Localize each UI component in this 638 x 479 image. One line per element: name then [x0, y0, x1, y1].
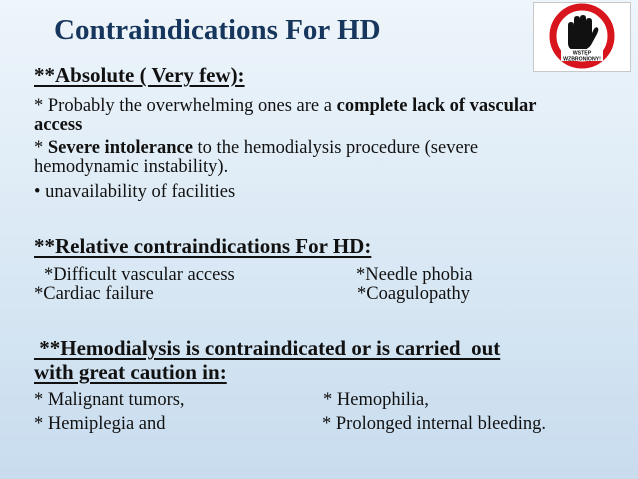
caution-heading-line-1: **Hemodialysis is contraindicated or is carried out [34, 336, 501, 360]
relative-item-vascular: *Difficult vascular access [44, 265, 235, 285]
absolute-item-1-bold: complete lack of vascular [336, 96, 537, 116]
absolute-item-2-bold: Severe intolerance [47, 138, 193, 158]
relative-item-needle: *Needle phobia [356, 265, 473, 285]
absolute-item-2-rest: to the hemodialysis procedure (severe [192, 138, 479, 158]
svg-text:WZBRONIONY!: WZBRONIONY! [563, 56, 601, 63]
caution-heading-line-2: with great caution in: [34, 360, 227, 384]
slide-title: Contraindications For HD [54, 14, 381, 46]
absolute-item-3: • unavailability of facilities [34, 182, 236, 202]
relative-heading: **Relative contraindications For HD: [34, 234, 372, 258]
absolute-item-2 [34, 138, 478, 158]
caution-item-bleeding: * Prolonged internal bleeding. [322, 414, 547, 434]
absolute-item-1-text: * Probably the overwhelming ones are a [34, 96, 332, 116]
svg-text:WSTĘP: WSTĘP [572, 50, 592, 57]
caution-item-hemophilia: * Hemophilia, [323, 390, 429, 410]
absolute-item-1-continued: access [34, 115, 83, 135]
absolute-item-2-prefix: * [34, 138, 48, 158]
relative-item-coagulopathy: *Coagulopathy [357, 284, 471, 304]
caution-item-tumors: * Malignant tumors, [34, 390, 185, 410]
absolute-item-1 [34, 96, 536, 116]
relative-item-cardiac: *Cardiac failure [34, 284, 154, 304]
stop-hand-icon [533, 2, 631, 72]
caution-item-hemiplegia: * Hemiplegia and [34, 414, 166, 434]
absolute-heading: **Absolute ( Very few): [34, 63, 245, 87]
absolute-item-2-continued: hemodynamic instability). [34, 157, 229, 177]
